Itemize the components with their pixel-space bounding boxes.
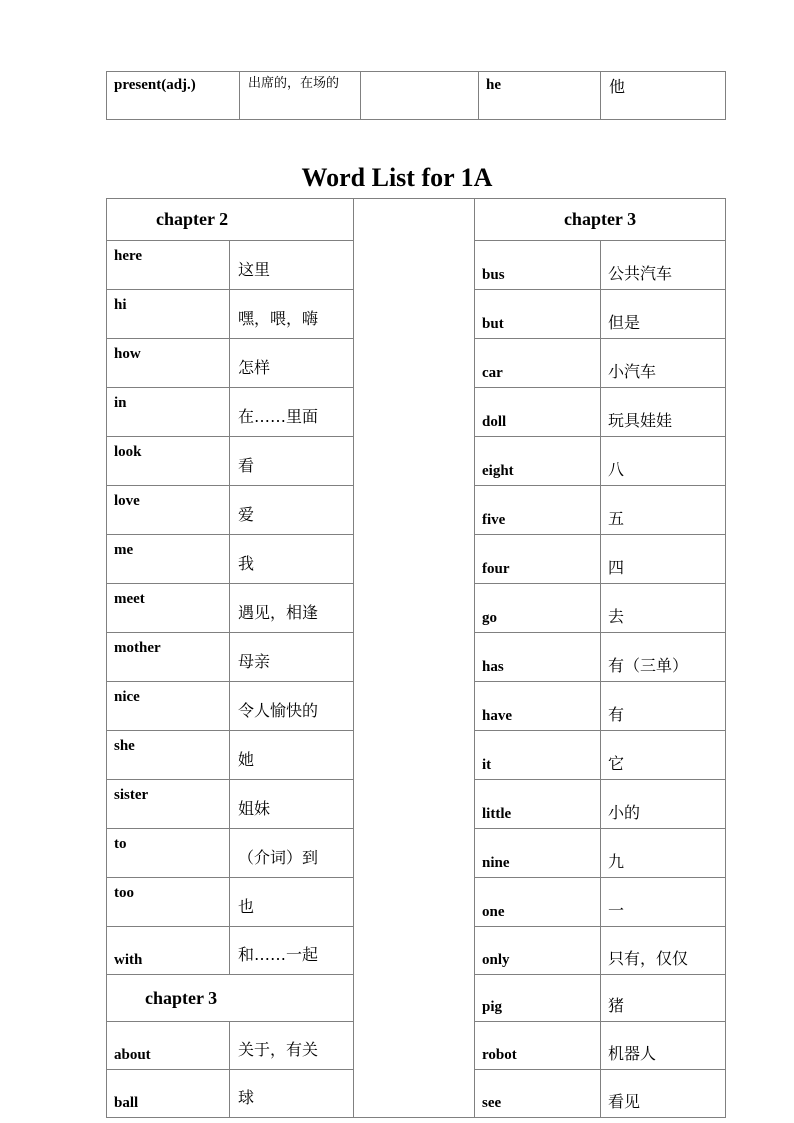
english-word: but [475,290,601,339]
chinese-meaning: 有（三单） [601,633,726,682]
empty-cell [361,72,479,120]
chinese-meaning: 八 [601,437,726,486]
chinese-meaning: 玩具娃娃 [601,388,726,437]
chinese-meaning: 怎样 [230,339,354,388]
english-word: nice [107,682,230,731]
chinese-meaning: 出席的，在场的 [240,72,361,120]
chinese-meaning: 去 [601,584,726,633]
chinese-meaning: 爱 [230,486,354,535]
english-word: pig [475,975,601,1022]
chinese-meaning: 看 [230,437,354,486]
english-word: nine [475,829,601,878]
english-word: about [107,1022,230,1070]
english-word: robot [475,1022,601,1070]
chinese-meaning: 母亲 [230,633,354,682]
chinese-meaning: 它 [601,731,726,780]
chinese-meaning: 五 [601,486,726,535]
english-word: here [107,241,230,290]
english-word: in [107,388,230,437]
english-word: to [107,829,230,878]
english-word: he [479,72,601,120]
chinese-meaning: 和……一起 [230,927,354,975]
page-title: Word List for 1A [301,163,493,192]
english-word: with [107,927,230,975]
english-word: car [475,339,601,388]
chinese-meaning: 猪 [601,975,726,1022]
english-word: sister [107,780,230,829]
english-word: she [107,731,230,780]
english-word: go [475,584,601,633]
english-word: mother [107,633,230,682]
chinese-meaning: 也 [230,878,354,927]
english-word: it [475,731,601,780]
chinese-meaning: 在……里面 [230,388,354,437]
chinese-meaning: 小的 [601,780,726,829]
english-word: has [475,633,601,682]
chinese-meaning: 令人愉快的 [230,682,354,731]
english-word: have [475,682,601,731]
chinese-meaning: 有 [601,682,726,731]
table-row [107,199,726,241]
chinese-meaning: 我 [230,535,354,584]
english-word: ball [107,1070,230,1118]
previous-word-table-fragment [106,71,726,120]
english-word: hi [107,290,230,339]
blank-column [354,199,475,1118]
chinese-meaning: 看见 [601,1070,726,1118]
english-word: me [107,535,230,584]
chinese-meaning: 但是 [601,290,726,339]
chapter-header: chapter 3 [107,975,354,1022]
chinese-meaning: 姐妹 [230,780,354,829]
chinese-meaning: 只有，仅仅 [601,927,726,975]
word-list-table [106,198,726,1118]
chinese-meaning: （介词）到 [230,829,354,878]
chinese-meaning: 他 [601,72,726,120]
chinese-meaning: 遇见，相逢 [230,584,354,633]
english-word: doll [475,388,601,437]
chinese-meaning: 嘿，喂，嗨 [230,290,354,339]
english-word: how [107,339,230,388]
chinese-meaning: 小汽车 [601,339,726,388]
chinese-meaning: 她 [230,731,354,780]
english-word: look [107,437,230,486]
chinese-meaning: 关于，有关 [230,1022,354,1070]
english-word: four [475,535,601,584]
english-word: only [475,927,601,975]
english-word: meet [107,584,230,633]
chinese-meaning: 一 [601,878,726,927]
chinese-meaning: 公共汽车 [601,241,726,290]
chinese-meaning: 这里 [230,241,354,290]
english-word: present(adj.) [107,72,240,120]
chapter-header: chapter 2 [107,199,354,241]
english-word: bus [475,241,601,290]
chinese-meaning: 机器人 [601,1022,726,1070]
chinese-meaning: 九 [601,829,726,878]
chinese-meaning: 四 [601,535,726,584]
english-word: see [475,1070,601,1118]
table-row [107,72,726,120]
chapter-header: chapter 3 [475,199,726,241]
english-word: too [107,878,230,927]
english-word: one [475,878,601,927]
english-word: little [475,780,601,829]
word-list-body [107,199,726,1118]
english-word: love [107,486,230,535]
chinese-meaning: 球 [230,1070,354,1118]
english-word: five [475,486,601,535]
english-word: eight [475,437,601,486]
